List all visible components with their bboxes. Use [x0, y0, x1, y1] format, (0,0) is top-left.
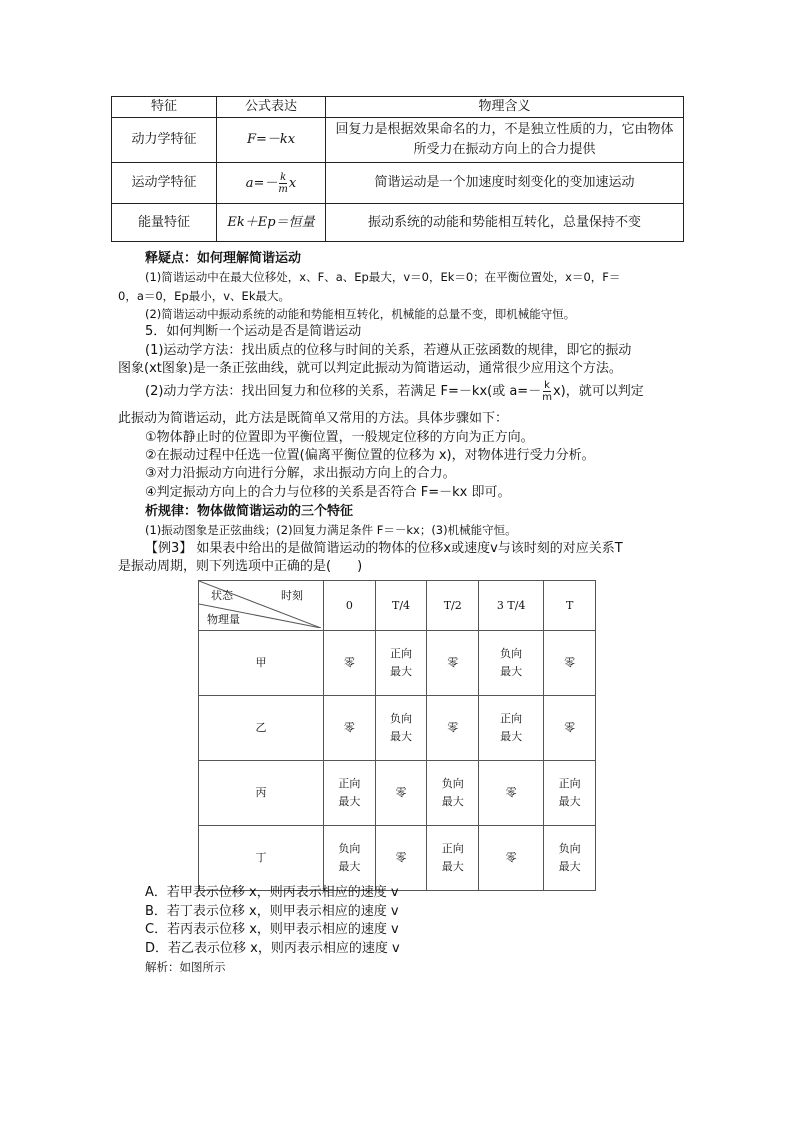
- formula-cell: F=－kx: [217, 118, 326, 163]
- quantity-name-cell: 丁: [199, 826, 324, 891]
- state-cell-line: 负向: [500, 647, 523, 660]
- formula-cell: Ek＋Ep＝恒量: [217, 204, 326, 242]
- state-cell-line: 最大: [558, 860, 581, 873]
- state-cell: [544, 761, 596, 826]
- corner-state-label: 状态: [211, 589, 233, 602]
- state-cell: [324, 826, 376, 891]
- state-table-row: [199, 696, 596, 761]
- corner-time-label: 时刻: [281, 589, 303, 602]
- corner-cell: [199, 581, 324, 631]
- state-cell: [479, 761, 544, 826]
- state-cell-line: 最大: [441, 860, 464, 873]
- time-header: T/2: [427, 581, 479, 631]
- state-cell: [375, 826, 427, 891]
- explain-paragraph: 0，a＝0，Ep最小，v、Ek最大。: [118, 289, 290, 303]
- state-cell-line: 正向: [441, 842, 464, 855]
- time-header: 0: [324, 581, 376, 631]
- example-question: 是振动周期，则下列选项中正确的是( ): [118, 559, 363, 574]
- state-cell-line: 零: [564, 656, 576, 669]
- meaning-line: 所受力在振动方向上的合力提供: [413, 142, 596, 157]
- state-cell-line: 正向: [558, 777, 581, 790]
- fraction: [278, 172, 287, 195]
- header-meaning: 物理含义: [326, 97, 684, 118]
- fraction-numerator: k: [544, 380, 550, 391]
- state-cell-line: 零: [564, 721, 576, 734]
- state-cell: [544, 631, 596, 696]
- header-formula: 公式表达: [217, 97, 326, 118]
- state-table-row: [199, 826, 596, 891]
- state-cell: [544, 826, 596, 891]
- option-b: B．若丁表示位移 x，则甲表示相应的速度 v: [145, 904, 399, 919]
- state-cell: [427, 696, 479, 761]
- table-row: [112, 118, 684, 163]
- state-cell-line: 零: [447, 721, 459, 734]
- method-text: x)，就可以判定: [552, 384, 644, 399]
- explain-paragraph: (1)简谐运动中在最大位移处，x、F、a、Ep最大，v＝0，Ek＝0；在平衡位置处，x＝0，F＝: [145, 270, 621, 284]
- method-paragraph: [145, 380, 715, 403]
- time-header: T/4: [375, 581, 427, 631]
- state-cell-line: 负向: [338, 842, 361, 855]
- state-cell: [427, 826, 479, 891]
- quantity-name-cell: 乙: [199, 696, 324, 761]
- step-item: ③对力沿振动方向进行分解，求出振动方向上的合力。: [145, 466, 456, 481]
- feature-cell: 能量特征: [112, 204, 217, 242]
- state-cell-line: 零: [447, 656, 459, 669]
- method-paragraph: (1)运动学方法：找出质点的位移与时间的关系，若遵从正弦函数的规律，即它的振动: [145, 343, 632, 358]
- time-header: 3 T/4: [479, 581, 544, 631]
- option-c: C．若丙表示位移 x，则甲表示相应的速度 v: [145, 922, 399, 937]
- formula-suffix: x: [288, 175, 297, 191]
- state-cell-line: 最大: [500, 665, 523, 678]
- state-table-header: [199, 581, 596, 631]
- step-item: ②在振动过程中任选一位置(偏离平衡位置的位移为 x)，对物体进行受力分析。: [145, 448, 595, 463]
- state-cell-line: 负向: [390, 712, 413, 725]
- state-cell: [324, 696, 376, 761]
- state-cell: [544, 696, 596, 761]
- features-table: [111, 96, 684, 242]
- corner-quantity-label: 物理量: [207, 613, 240, 626]
- formula-prefix: a=－: [245, 175, 278, 191]
- feature-cell: 动力学特征: [112, 118, 217, 163]
- meaning-line: 回复力是根据效果命名的力，不是独立性质的力，它由物体: [335, 122, 674, 137]
- state-cell: [427, 631, 479, 696]
- state-cell: [324, 761, 376, 826]
- state-cell-line: 最大: [441, 795, 464, 808]
- method-paragraph: 此振动为简谐运动，此方法是既简单又常用的方法。具体步骤如下：: [118, 411, 509, 426]
- state-cell-line: 最大: [558, 795, 581, 808]
- option-d: D．若乙表示位移 x，则丙表示相应的速度 v: [145, 941, 400, 956]
- state-table-row: [199, 631, 596, 696]
- option-a: A．若甲表示位移 x，则丙表示相应的速度 v: [145, 885, 399, 900]
- time-header: T: [544, 581, 596, 631]
- quantity-name-cell: 丙: [199, 761, 324, 826]
- state-cell-line: 零: [343, 721, 355, 734]
- state-cell: [375, 631, 427, 696]
- state-cell: [479, 696, 544, 761]
- table-row: [112, 204, 684, 242]
- state-table: [198, 580, 596, 891]
- state-cell-line: 最大: [338, 860, 361, 873]
- fraction-denominator: m: [278, 183, 288, 195]
- state-cell-line: 最大: [500, 730, 523, 743]
- step-item: ①物体静止时的位置即为平衡位置，一般规定位移的方向为正方向。: [145, 430, 534, 445]
- meaning-cell: 振动系统的动能和势能相互转化，总量保持不变: [326, 204, 684, 242]
- quantity-name-cell: 甲: [199, 631, 324, 696]
- state-cell: [479, 631, 544, 696]
- method-paragraph: 图象(xt图象)是一条正弦曲线，就可以判定此振动为简谐运动，通常很少应用这个方法。: [118, 361, 622, 376]
- state-cell-line: 零: [395, 786, 407, 799]
- state-cell-line: 负向: [558, 842, 581, 855]
- meaning-cell: [326, 118, 684, 163]
- explain-paragraph: (2)简谐运动中振动系统的动能和势能相互转化，机械能的总量不变，即机械能守恒。: [145, 307, 576, 321]
- fraction-denominator: m: [542, 392, 552, 403]
- state-cell-line: 正向: [338, 777, 361, 790]
- state-cell-line: 零: [505, 786, 517, 799]
- fraction: [542, 380, 552, 403]
- section-heading: 5．如何判断一个运动是否是简谐运动: [145, 324, 362, 339]
- state-cell: [427, 761, 479, 826]
- state-cell-line: 零: [395, 851, 407, 864]
- state-cell-line: 负向: [441, 777, 464, 790]
- explain-title: 释疑点：如何理解简谐运动: [145, 251, 302, 266]
- state-cell-line: 最大: [390, 665, 413, 678]
- state-cell-line: 零: [505, 851, 517, 864]
- meaning-cell: 简谐运动是一个加速度时刻变化的变加速运动: [326, 163, 684, 204]
- step-item: ④判定振动方向上的合力与位移的关系是否符合 F=－kx 即可。: [145, 485, 511, 500]
- analysis-text: 解析：如图所示: [145, 960, 226, 974]
- state-cell-line: 零: [343, 656, 355, 669]
- table-header-row: [112, 97, 684, 118]
- state-cell: [479, 826, 544, 891]
- state-cell: [375, 761, 427, 826]
- state-cell: [375, 696, 427, 761]
- state-cell-line: 正向: [390, 647, 413, 660]
- state-cell-line: 最大: [338, 795, 361, 808]
- rule-text: (1)振动图象是正弦曲线；(2)回复力满足条件 F＝－kx；(3)机械能守恒。: [145, 523, 517, 537]
- example-question: 【例3】 如果表中给出的是做简谐运动的物体的位移x或速度v与该时刻的对应关系T: [145, 541, 623, 556]
- header-feature: 特征: [112, 97, 217, 118]
- feature-cell: 运动学特征: [112, 163, 217, 204]
- state-cell: [324, 631, 376, 696]
- method-text: (2)动力学方法：找出回复力和位移的关系，若满足 F=－kx(或 a=－: [145, 384, 542, 399]
- state-cell-line: 正向: [500, 712, 523, 725]
- fraction-numerator: k: [280, 171, 287, 183]
- state-table-row: [199, 761, 596, 826]
- formula-cell: [217, 163, 326, 204]
- state-cell-line: 最大: [390, 730, 413, 743]
- rule-title: 析规律：物体做简谐运动的三个特征: [145, 504, 354, 519]
- table-row: [112, 163, 684, 204]
